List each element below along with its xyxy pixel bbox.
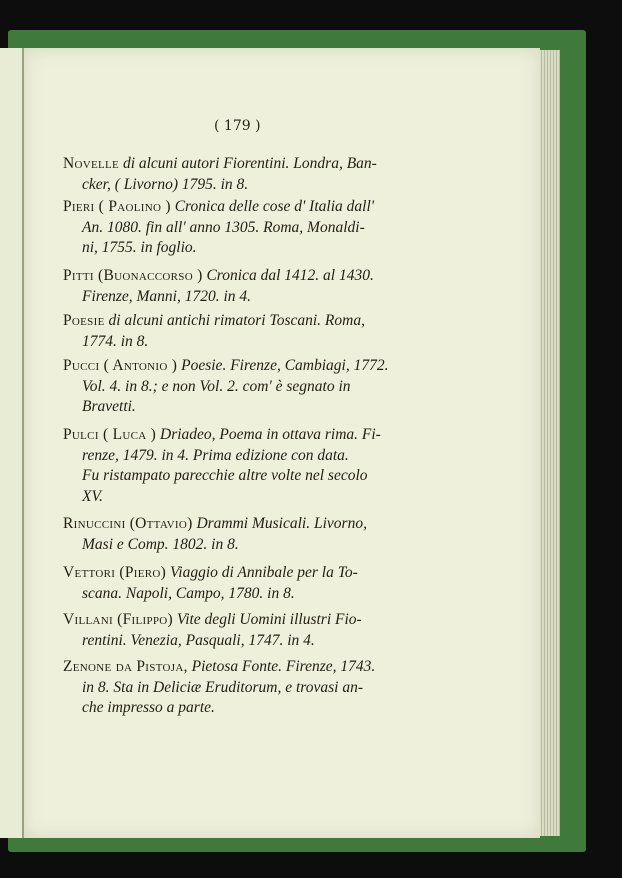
entry-text: che impresso a parte.	[82, 699, 215, 716]
entry-text: Fu ristampato parecchie altre volte nel secolo	[82, 467, 368, 484]
entry-text: cker, ( Livorno) 1795. in 8.	[82, 175, 249, 193]
entry-line	[63, 487, 408, 508]
entry-line	[63, 446, 408, 467]
entry-author: Poesie	[63, 312, 105, 329]
bibliography-entry	[63, 563, 408, 604]
entry-text: in 8. Sta in Deliciæ Eruditorum, e trovasi an-	[82, 678, 363, 696]
entry-line	[63, 698, 408, 719]
entry-text: An. 1080. fin all' anno 1305. Roma, Monaldi-	[82, 218, 365, 236]
entry-line	[63, 657, 408, 678]
entry-text: Vite degli Uomini illustri Fio-	[176, 611, 362, 628]
entry-author: Vettori (Piero)	[63, 564, 167, 581]
bibliography-entry	[63, 266, 408, 307]
entry-line	[63, 287, 408, 308]
entry-author: Villani (Filippo)	[63, 611, 173, 628]
entry-text: renze, 1479. in 4. Prima edizione con data.	[82, 446, 349, 464]
entry-author: Pitti (Buonaccorso )	[63, 267, 203, 284]
entry-text: di alcuni autori Fiorentini. Londra, Ban-	[122, 155, 377, 172]
entry-text: Cronica delle cose d' Italia dall'	[174, 198, 375, 215]
bibliography-entry	[63, 425, 408, 507]
book-page	[24, 48, 540, 838]
entry-author: Novelle	[63, 155, 120, 172]
entry-text: Bravetti.	[82, 398, 136, 415]
entry-line	[63, 514, 408, 535]
entry-text: di alcuni antichi rimatori Toscani. Roma,	[108, 312, 365, 329]
bibliography-entry	[63, 514, 408, 555]
entry-text: scana. Napoli, Campo, 1780. in 8.	[82, 584, 295, 602]
entry-text: Firenze, Manni, 1720. in 4.	[82, 287, 252, 305]
page-number: ( 179 )	[214, 118, 261, 134]
entry-text: Masi e Comp. 1802. in 8.	[82, 535, 239, 553]
bibliography-entry	[63, 356, 408, 418]
bibliography-entry	[63, 197, 408, 259]
bibliography-entry	[63, 311, 408, 352]
bibliography-entry	[63, 154, 408, 195]
entry-line	[63, 266, 408, 287]
entry-line	[63, 397, 408, 418]
entry-author: Pucci ( Antonio )	[63, 357, 178, 374]
entry-line	[63, 563, 408, 584]
entry-line	[63, 584, 408, 605]
entry-line	[63, 425, 408, 446]
left-page-edge	[0, 48, 24, 838]
entry-author: Rinuccini (Ottavio)	[63, 515, 193, 532]
entry-text: Driadeo, Poema in ottava rima. Fi-	[160, 426, 381, 443]
entry-line	[63, 356, 408, 377]
entry-text: Drammi Musicali. Livorno,	[196, 515, 367, 532]
bibliography-entry	[63, 610, 408, 651]
entry-line	[63, 678, 408, 699]
entry-line	[63, 238, 408, 259]
entry-text: Vol. 4. in 8.; e non Vol. 2. com' è segnato in	[82, 377, 351, 395]
bibliography-entry	[63, 657, 408, 719]
entry-text: Viaggio di Annibale per la To-	[169, 564, 358, 581]
entry-line	[63, 631, 408, 652]
entry-line	[63, 311, 408, 332]
entry-text: Pietosa Fonte. Firenze, 1743.	[191, 658, 376, 675]
entry-line	[63, 197, 408, 218]
entry-author: Zenone da Pistoja,	[63, 658, 188, 675]
entry-text: rentini. Venezia, Pasquali, 1747. in 4.	[82, 631, 315, 649]
entry-line	[63, 466, 408, 487]
entry-author: Pulci ( Luca )	[63, 426, 157, 443]
entry-line	[63, 610, 408, 631]
entry-text: Cronica dal 1412. al 1430.	[206, 267, 374, 284]
entry-line	[63, 154, 408, 175]
entry-text: XV.	[82, 487, 103, 505]
entry-author: Pieri ( Paolino )	[63, 198, 171, 215]
entry-text: Poesie. Firenze, Cambiagi, 1772.	[181, 357, 389, 374]
entry-line	[63, 218, 408, 239]
entry-text: 1774. in 8.	[82, 332, 149, 350]
entry-line	[63, 535, 408, 556]
entry-line	[63, 332, 408, 353]
entry-text: ni, 1755. in foglio.	[82, 239, 197, 256]
entry-line	[63, 377, 408, 398]
entry-line	[63, 175, 408, 196]
